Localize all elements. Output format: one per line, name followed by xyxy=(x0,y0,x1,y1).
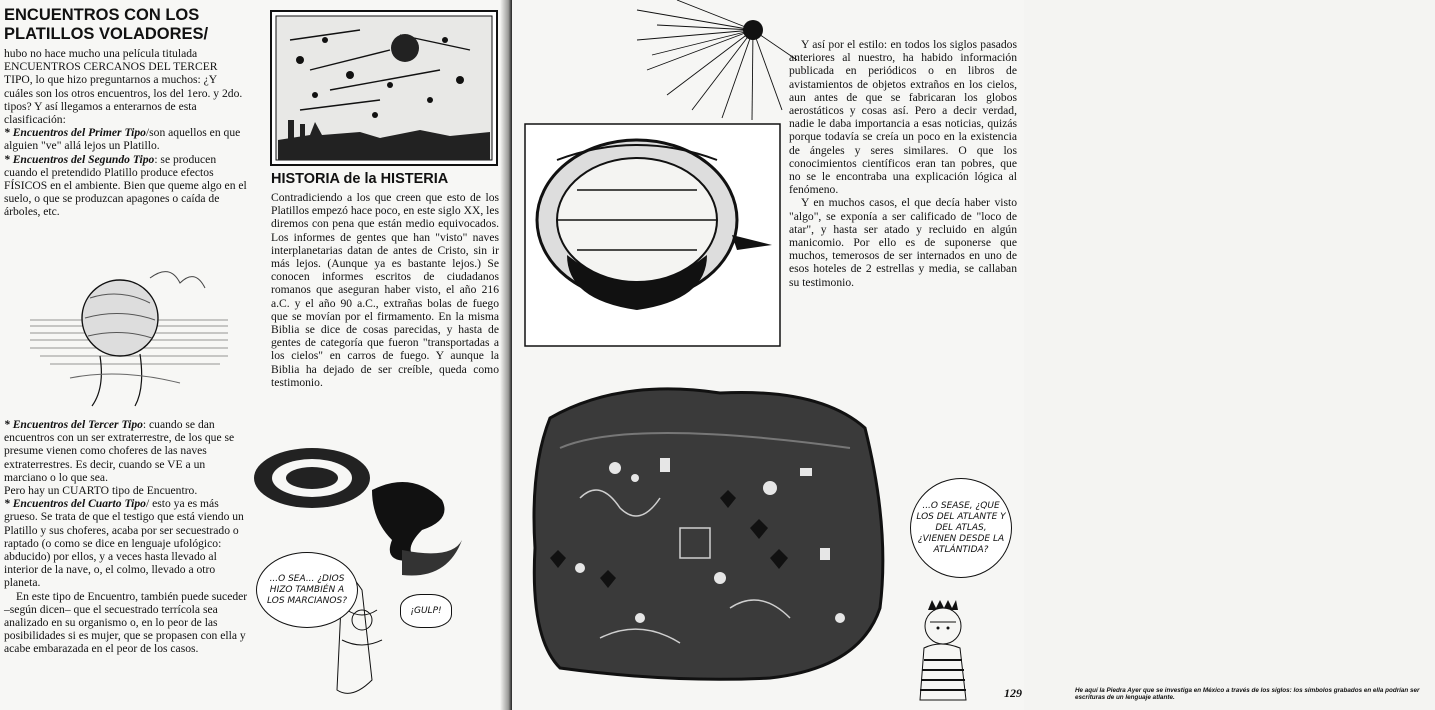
type3-label: * Encuentros del Tercer Tipo xyxy=(4,418,143,431)
woodcut-illustration xyxy=(270,10,498,166)
type1-text: /son aquellos en que alguien "ve" allá lejos un Platillo. xyxy=(4,126,241,153)
right-paragraph-2: Y en muchos casos, el que decía haber visto "algo", se exponía a ser calificado de "loco de atar", y hasta ser atado y recluido en algún manicomio. Por ello es de suponerse que muchos, temerosos de ser internados en uno de esos hoteles de 2 estrellas y media, se callaban su testimonio. xyxy=(789,196,1017,289)
column-2-text xyxy=(271,191,499,389)
page-title: ENCUENTROS CON LOS PLATILLOS VOLADORES/ xyxy=(4,6,209,43)
type3-extra: Pero hay un CUARTO tipo de Encuentro. xyxy=(4,484,198,498)
sphere-illustration xyxy=(30,258,228,408)
type4-label: * Encuentros del Cuarto Tipo xyxy=(4,497,146,511)
type2-label: * Encuentros del Segundo Tipo xyxy=(4,152,155,166)
section-heading: HISTORIA de la HISTERIA xyxy=(271,171,449,187)
closing-paragraph: En este tipo de Encuentro, también puede suceder –según dicen– que el secuestrado terrícola sea analizado en su organismo o, en lo peor de las posibilidades si es mujer, que se propasen con ella y acabe embarazada en el peor de los casos. xyxy=(4,589,248,656)
left-page xyxy=(0,0,508,710)
column-1-lower xyxy=(4,418,248,656)
type1-paragraph xyxy=(4,126,248,152)
history-paragraph: Contradiciendo a los que creen que esto de los Platillos empezó hace poco, en este siglo XX, les diremos con pena que están medio equivocados. Los informes de gentes que han "visto" naves interplanetarias datan de antes de Cristo, sin ir más lejos. (Aunque ya es bastante lejos.) Se conocen informes escritos de ciudadanos romanos que aseguran haber visto, el año 216 a.C. y el año 90 a.C., extrañas bolas de fuego que se movían por el firmamento. En la misma Biblia se dice de cosas parecidas, y hasta de gentes de categoría que fueron "transportadas a los cielos" en carros de fuego. Y aunque la Biblia ha dejado de ser creíble, queda como testimonio. xyxy=(271,191,499,389)
type4-paragraph xyxy=(4,497,248,589)
stone-caption: He aquí la Piedra Ayer que se investiga en México a través de los siglos: los símbolos grabados en ella podrían ser escrituras de un lenguaje atlante. xyxy=(1075,687,1420,701)
type1-label: * Encuentros del Primer Tipo xyxy=(4,126,146,140)
page-number: 129 xyxy=(1004,686,1022,700)
type2-text: : se producen cuando el pretendido Platillo produce efectos FÍSICOS en el ambiente. Bien que queme algo en el suelo, o que se produzcan apagones o caída de árboles, etc. xyxy=(4,152,247,219)
type2-paragraph xyxy=(4,153,248,219)
speech-bubble-atlantida: ...O SEASE, ¿QUE LOS DEL ATLANTE Y DEL ATLAS, ¿VIENEN DESDE LA ATLÁNTIDA? xyxy=(910,478,1012,578)
right-paragraph-1: Y así por el estilo: en todos los siglos pasados anteriores al nuestro, ha habido información publicada en periódicos o en libros de avistamientos de objetos extraños en los cielos, aun antes de que se fabricaran los globos aerostáticos y cosas así. Pero a decir verdad, nadie le daba importancia a esas noticias, quizás porque todavía se creía un poco en la existencia de ángeles y seres similares. O que los conocimientos científicos eran tan pobres, que no se le encontraba una explicación lógica al fenómeno. xyxy=(789,38,1017,197)
engraved-stone-illustration xyxy=(520,378,892,684)
type3-text: : cuando se dan encuentros con un ser extraterrestre, de los que se presume vienen como choferes de las naves extraterrestres. Es decir, cuando se VE a un marciano o lo que sea. xyxy=(4,418,235,484)
right-page xyxy=(512,0,1420,710)
character-illustration xyxy=(910,600,1016,706)
speech-bubble-gulp: ¡GULP! xyxy=(400,594,452,628)
column-1-upper xyxy=(4,47,248,219)
right-column-text xyxy=(789,38,1017,289)
speech-bubble-marcianos: ...O SEA... ¿DIOS HIZO TAMBIÉN A LOS MARCIANOS? xyxy=(256,552,358,628)
sun-globe-illustration xyxy=(517,0,797,350)
intro-paragraph: hubo no hace mucho una película titulada ENCUENTROS CERCANOS DEL TERCER TIPO, lo que hizo preguntarnos a muchos: ¿Y cuáles son los otros encuentros, los del 1ero. y 2do. tipos? Y así llegamos a enterarnos de esta clasificación: xyxy=(4,47,243,127)
type3-paragraph xyxy=(4,418,248,484)
type4-text: / esto ya es más grueso. Se trata de que el testigo que está viendo un Platillo y sus choferes, acaba por ser secuestrado o raptado (o como se dice en lenguaje ufológico: abducido) por ellos, y a veces hasta llevado al interior de la nave, o, el colmo, llevado a otro planeta. xyxy=(4,497,244,590)
